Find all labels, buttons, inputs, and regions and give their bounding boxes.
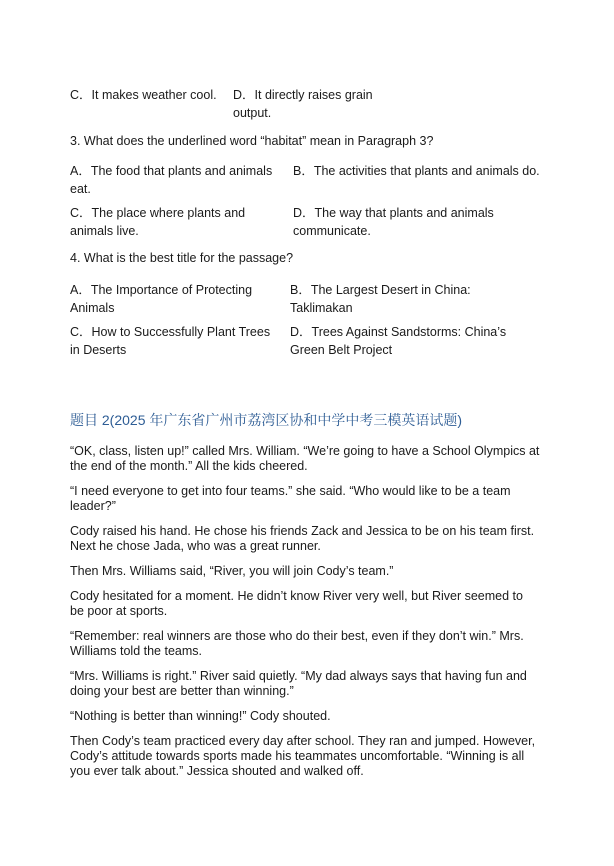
- passage-paragraph-1: “OK, class, listen up!” called Mrs. William. “We’re going to have a School Olympics at the end of the month.” All the kids cheered.: [70, 444, 540, 473]
- q2-option-c: C．It makes weather cool.: [70, 88, 217, 102]
- passage-paragraph-6: “Remember: real winners are those who do their best, even if they don’t win.” Mrs. Williams told the teams.: [70, 629, 524, 658]
- passage-paragraph-8: “Nothing is better than winning!” Cody shouted.: [70, 709, 331, 723]
- passage-paragraph-5: Cody hesitated for a moment. He didn’t know River very well, but River seemed to be poor at sports.: [70, 589, 523, 618]
- q3-option-d: D．The way that plants and animals communicate.: [293, 206, 494, 238]
- q2-option-d: D．It directly raises grain output.: [233, 88, 373, 120]
- q3-question: 3. What does the underlined word “habitat” mean in Paragraph 3?: [70, 134, 434, 148]
- passage-paragraph-9: Then Cody’s team practiced every day after school. They ran and jumped. However, Cody’s attitude towards sports made his teammates uncomfortable. “Winning is all you ever talk about.” Jessica shouted and walked off.: [70, 734, 536, 778]
- q4-option-a: A．The Importance of Protecting Animals: [70, 283, 253, 315]
- q4-option-c: C．How to Successfully Plant Trees in Deserts: [70, 325, 271, 357]
- section-title: 题目 2(2025 年广东省广州市荔湾区协和中学中考三模英语试题): [70, 412, 463, 428]
- q3-option-c: C．The place where plants and animals live.: [70, 206, 246, 238]
- passage-paragraph-7: “Mrs. Williams is right.” River said quietly. “My dad always says that having fun and doing your best are better than winning.”: [70, 669, 527, 698]
- q4-option-b: B．The Largest Desert in China: Taklimakan: [290, 283, 471, 315]
- passage-paragraph-2: “I need everyone to get into four teams.” she said. “Who would like to be a team leader?”: [70, 484, 511, 513]
- passage-paragraph-3: Cody raised his hand. He chose his friends Zack and Jessica to be on his team first. Next he chose Jada, who was a great runner.: [70, 524, 535, 553]
- q3-option-a: A．The food that plants and animals eat.: [70, 164, 273, 196]
- passage-paragraph-4: Then Mrs. Williams said, “River, you will join Cody’s team.”: [70, 564, 394, 578]
- q4-option-d: D．Trees Against Sandstorms: China’s Green Belt Project: [290, 325, 507, 357]
- q3-option-b: B．The activities that plants and animals do.: [293, 164, 540, 178]
- q4-question: 4. What is the best title for the passage?: [70, 251, 294, 265]
